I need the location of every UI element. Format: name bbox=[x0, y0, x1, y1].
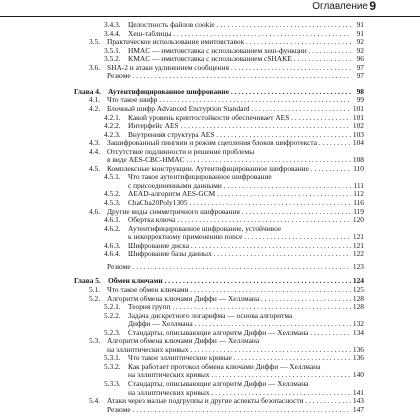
toc-entry-number: 5.3.3. bbox=[104, 379, 121, 388]
toc-entry-title: Как работает протокол обмена ключами Диффи — Хеллмана bbox=[128, 361, 321, 371]
toc-entry-page: 99 bbox=[351, 95, 364, 105]
toc-entry-page: 136 bbox=[352, 344, 364, 354]
toc-entry-title: AEAD-алгоритм AES-GCM . . . bbox=[104, 189, 364, 199]
toc-entry-title: Стандарты, описывающие алгоритм Диффи — Хеллмана bbox=[128, 379, 309, 388]
toc-entry-page: 134 bbox=[352, 327, 364, 337]
toc-entry-number: 5.3.1. bbox=[104, 353, 121, 363]
toc-entry-number: 4.1. bbox=[89, 95, 101, 105]
toc-entry-title: Хеш-таблицы . . . bbox=[104, 29, 364, 39]
toc-entry-title: Обертка ключа . . . bbox=[104, 215, 364, 225]
toc-entry-number: 3.4.3. bbox=[104, 20, 121, 29]
header-title: Оглавление bbox=[312, 1, 368, 12]
toc-entry-number: 3.5. bbox=[89, 37, 101, 47]
toc-entry-title: Блочный шифр Advanced Encryption Standard . . . bbox=[89, 104, 364, 114]
toc-entry-number: 5.3.2. bbox=[104, 361, 121, 371]
toc-entry-page: 97 bbox=[351, 71, 364, 81]
toc-entry-title: в виде AES-CBC-HMAC . . . bbox=[89, 155, 364, 165]
toc-entry-page: 141 bbox=[352, 387, 364, 397]
toc-entry-page: 101 bbox=[352, 112, 364, 122]
toc-entry-title: Резюме . . . bbox=[89, 405, 364, 415]
toc-entry-row bbox=[89, 262, 364, 272]
toc-entry-title: Шифрование диска . . . bbox=[104, 241, 364, 251]
toc-entry-title: Что такое эллиптические кривые . . . bbox=[104, 353, 364, 363]
toc-entry-page: 91 bbox=[351, 20, 364, 30]
toc-entry-page: 103 bbox=[352, 129, 364, 139]
toc-entry-title: на эллиптических кривых . . . bbox=[89, 345, 364, 355]
toc-entry-title: к некорректному применению nonce . . . bbox=[104, 232, 364, 242]
toc-entry-number: 3.4.4. bbox=[104, 28, 121, 38]
toc-entry-number: 4.4. bbox=[89, 146, 101, 156]
toc-entry-title: Практическое использование имитовставок . . . bbox=[89, 37, 364, 47]
toc-entry-number: 4.6. bbox=[89, 206, 101, 216]
toc-entry-row bbox=[89, 405, 364, 415]
toc-entry-page: 123 bbox=[352, 261, 364, 271]
toc-entry-title: Теория групп . . . bbox=[104, 302, 364, 312]
toc-entry-title: Аутентифицированное шифрование, устойчивое bbox=[128, 223, 282, 233]
toc-entry-page: 125 bbox=[352, 284, 364, 294]
toc-entry-number: 5.2. bbox=[89, 293, 101, 303]
toc-entry-page: 136 bbox=[352, 353, 364, 363]
toc-entry-page: 92 bbox=[351, 37, 364, 47]
toc-entry-page: 124 bbox=[352, 276, 364, 286]
toc-entry-page: 98 bbox=[351, 87, 364, 97]
toc-entry-page: 108 bbox=[352, 155, 364, 165]
toc-entry-number: 4.2. bbox=[89, 103, 101, 113]
toc-entry-number: 4.2.2. bbox=[104, 121, 121, 131]
toc-entry-number: 5.3. bbox=[89, 336, 101, 346]
toc-entry-title: Алгоритм обмена ключами Диффи — Хеллмана . . . bbox=[89, 294, 364, 304]
toc-entry-number: 4.6.3. bbox=[104, 240, 121, 250]
toc-entry-page: 121 bbox=[352, 240, 364, 250]
toc-entry-title: Что такое обмен ключами . . . bbox=[89, 285, 364, 295]
toc-entry-title: Обмен ключами . . . bbox=[74, 276, 364, 286]
toc-entry-number: 4.3. bbox=[89, 138, 101, 148]
toc-entry-page: 122 bbox=[352, 249, 364, 259]
toc-entry-page: 147 bbox=[352, 404, 364, 414]
toc-entry-number: 4.5.3. bbox=[104, 198, 121, 207]
toc-entry-page: 128 bbox=[352, 302, 364, 312]
toc-entry-title: на эллиптических кривых . . . bbox=[104, 370, 364, 380]
toc-entry-title: KMAC — имитовставка с использованием cSHAKE . . . bbox=[104, 54, 364, 64]
toc-entry-number: Глава 4. bbox=[74, 86, 101, 96]
toc-entry-title: Отсутствие подлинности и решение проблемы bbox=[107, 146, 255, 156]
toc-entry-title: Что такое шифр . . . bbox=[89, 95, 364, 105]
toc-entry-page: 128 bbox=[352, 293, 364, 303]
toc-entry-number: 4.6.1. bbox=[104, 215, 121, 225]
toc-entry-page: 119 bbox=[351, 207, 364, 217]
toc-entry-number: 4.5.2. bbox=[104, 189, 121, 199]
toc-entry-number: Глава 5. bbox=[74, 276, 101, 286]
toc-entry-page: 110 bbox=[351, 164, 364, 174]
toc-entry-title: Комплексные конструкции. Аутентифицированное шифрование . . . bbox=[89, 164, 364, 174]
toc-entry-page: 120 bbox=[352, 215, 364, 225]
toc-entry-title: Задача дискретного логарифма — основа алгоритма bbox=[128, 310, 293, 320]
toc-entry-number: 5.1. bbox=[89, 284, 101, 294]
toc-entry-title: HMAC — имитовставка с использованием хеш-функции . . . bbox=[104, 46, 364, 56]
toc-entry-number: 4.6.4. bbox=[104, 249, 121, 259]
toc-entry-title: Шифрование базы данных . . . bbox=[104, 249, 364, 259]
toc-entry-page: 116 bbox=[351, 198, 364, 208]
toc-entry-page: 143 bbox=[352, 396, 364, 406]
toc-entry-title: Что такое аутентифицированное шифрование bbox=[128, 172, 272, 182]
toc-entry-page: 121 bbox=[352, 232, 364, 242]
toc-entry-title: Алгоритм обмена ключами Диффи — Хеллмана bbox=[107, 336, 260, 346]
toc-entry-title: Целостность файлов cookie . . . bbox=[104, 20, 364, 30]
toc-entry-number: 4.5.1. bbox=[104, 172, 121, 182]
toc-entry-title: Зашифрованный пингвин и режим сцепления блоков шифротекста . . . bbox=[89, 138, 364, 148]
toc-entry-page: 96 bbox=[351, 54, 364, 64]
toc-entry-number: 5.2.3. bbox=[104, 327, 121, 337]
toc-entry-number: 4.5. bbox=[89, 163, 101, 173]
toc-entry-page: 91 bbox=[351, 29, 364, 39]
toc-entry-page: 111 bbox=[351, 181, 364, 191]
toc-entry-page: 132 bbox=[352, 319, 364, 329]
toc-entry-page: 140 bbox=[352, 370, 364, 380]
toc-entry-title: Диффи — Хеллмана . . . bbox=[104, 319, 364, 329]
toc-entry-title: на эллиптических кривых . . . bbox=[104, 388, 364, 398]
toc-entry-title: Интерфейс AES . . . bbox=[104, 121, 364, 131]
toc-entry-number: 3.6. bbox=[89, 62, 101, 72]
toc-entry-number: 3.5.1. bbox=[104, 45, 121, 55]
toc-entry-page: 104 bbox=[352, 138, 364, 148]
toc-entry-row bbox=[104, 249, 364, 259]
toc-entry-title: Аутентифицированное шифрование . . . bbox=[74, 87, 364, 97]
toc-entry-page: 92 bbox=[351, 46, 364, 56]
toc-entry-row bbox=[89, 71, 364, 81]
toc-entry-title: Атаки через малые подгруппы и другие аспекты безопасности . . . bbox=[89, 396, 364, 406]
toc-entry-page: 101 bbox=[352, 103, 364, 113]
toc-entry-page: 112 bbox=[351, 189, 364, 199]
toc-entry-title: Резюме . . . bbox=[89, 262, 364, 272]
toc-entry-page: 97 bbox=[351, 63, 364, 73]
toc-entry-title: Резюме . . . bbox=[89, 71, 364, 81]
toc-entry-number: 5.2.1. bbox=[104, 302, 121, 312]
toc-entry-title: Внутренняя структура AES . . . bbox=[104, 130, 364, 140]
toc-entry-title: ChaCha20Poly1305 . . . bbox=[104, 198, 364, 208]
header-page-number: 9 bbox=[369, 0, 376, 13]
toc-entry-page: 102 bbox=[352, 121, 364, 131]
toc-entry-title: Другие виды симметричного шифрования . . . bbox=[89, 207, 364, 217]
toc-entry-title: SHA-2 и атаки удлинением сообщения . . . bbox=[89, 63, 364, 73]
toc-entry-title: с присоединенными данными . . . bbox=[104, 181, 364, 191]
toc-entry-number: 4.2.3. bbox=[104, 129, 121, 139]
toc-entry-number: 3.5.2. bbox=[104, 54, 121, 64]
toc-entry-number: 5.4. bbox=[89, 396, 101, 406]
toc-entry-title: Стандарты, описывающие алгоритм Диффи — Хеллмана . . . bbox=[104, 328, 364, 338]
toc-entry-number: 4.6.2. bbox=[104, 223, 121, 233]
toc-entry-number: 5.2.2. bbox=[104, 310, 121, 320]
toc-entry-number: 4.2.1. bbox=[104, 112, 121, 122]
toc-entry-title: Какой уровень криптостойкости обеспечивает AES . . . bbox=[104, 113, 364, 123]
